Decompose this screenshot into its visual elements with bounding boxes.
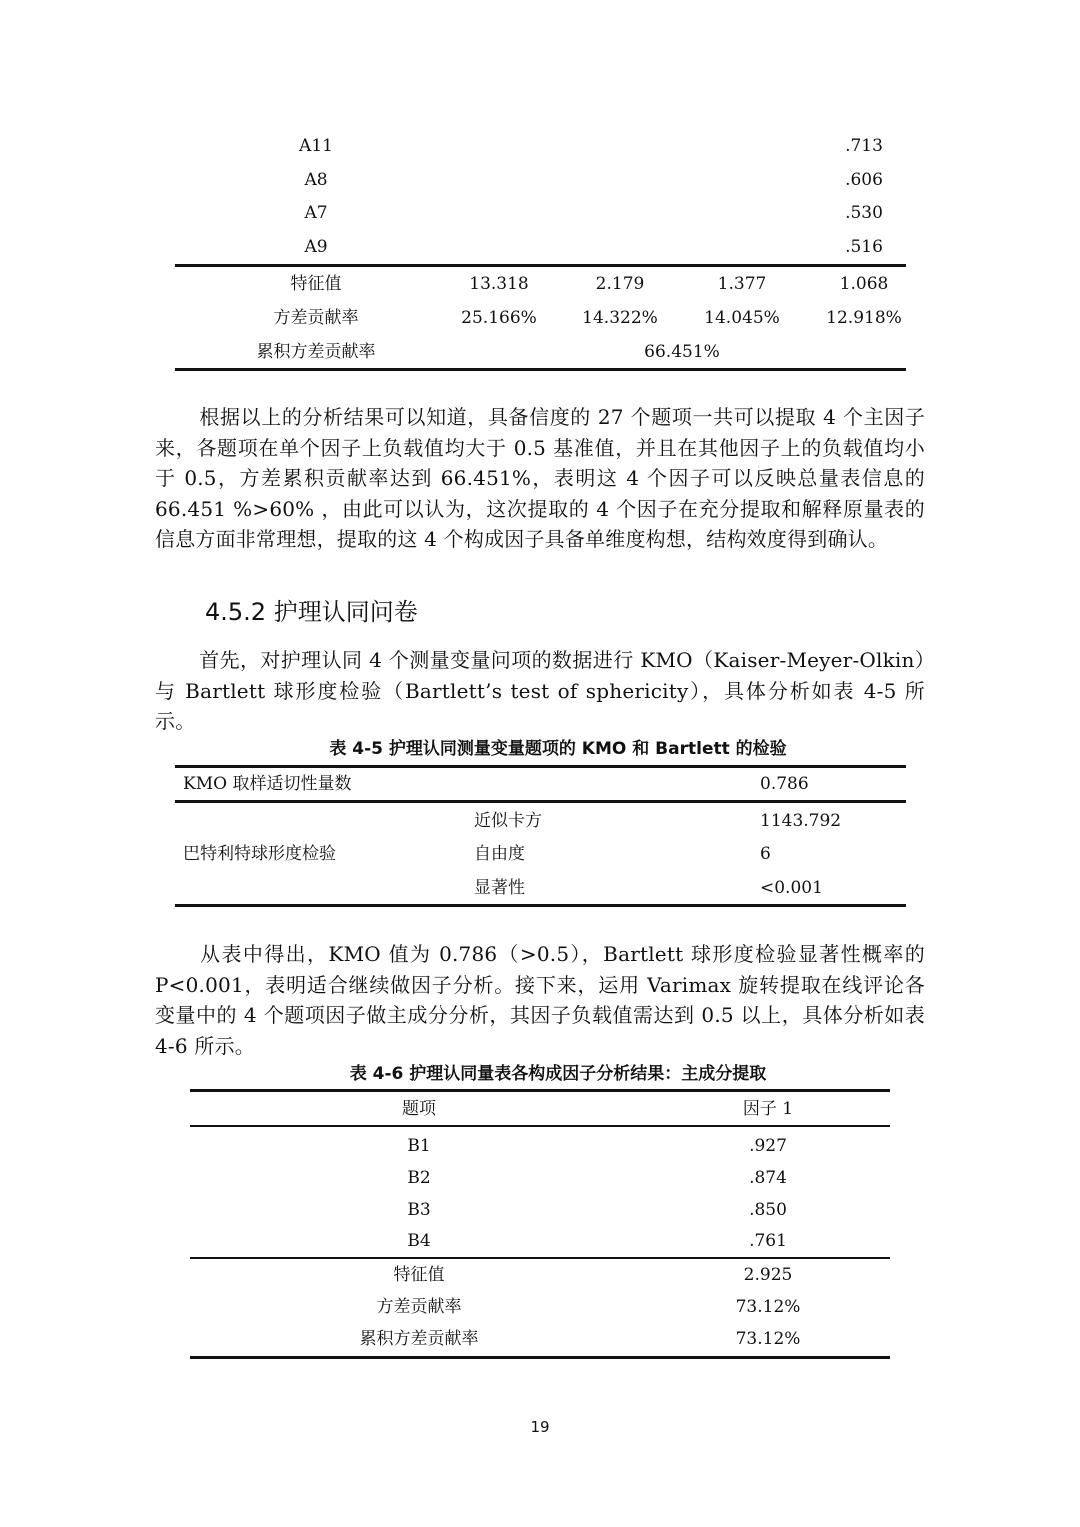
table-caption: 表 4-5 护理认同测量变量题项的 KMO 和 Bartlett 的检验 (329, 739, 787, 759)
table-bottom-rule (175, 368, 906, 371)
section-heading: 4.5.2 护理认同问卷 (205, 598, 418, 626)
table-row-label: B3 (407, 1200, 431, 1220)
column-header: 题项 (402, 1099, 436, 1119)
test-value: <0.001 (760, 878, 823, 898)
paragraph-text: 根据以上的分析结果可以知道，具备信度的 27 个题项一共可以提取 4 个主因子来，各题项在单个因子上负载值均大于 0.5 基准值，并且在其他因子上的负载值均小于 0.5，方差累积贡献率达到 66.451%，表明这 4 个因子可以反映总量表信息的 66.451 %>60% ，由此可以认为，这次提取的 4 个因子在充分提取和解释原量表的信息方面非常理想，提取的这 4 个构成因子具备单维度构想，结构效度得到确认。 (155, 405, 925, 551)
summary-label: 特征值 (393, 1265, 445, 1285)
summary-value: 73.12% (735, 1329, 801, 1349)
test-label: 近似卡方 (474, 811, 542, 831)
table-row-value: .874 (749, 1168, 787, 1188)
table-caption: 表 4-6 护理认同量表各构成因子分析结果：主成分提取 (349, 1064, 767, 1084)
test-value: 6 (760, 844, 771, 864)
summary-value: 14.045% (704, 308, 780, 328)
table-row-label: B2 (407, 1168, 431, 1188)
table-divider (190, 1257, 890, 1259)
table-top-rule (175, 765, 906, 768)
table-row-value: .516 (845, 237, 883, 257)
summary-value: 73.12% (735, 1297, 801, 1317)
bartlett-label: 巴特利特球形度检验 (183, 844, 336, 864)
table-divider (175, 264, 906, 267)
test-label: 自由度 (474, 844, 525, 864)
summary-label: 累积方差贡献率 (359, 1329, 479, 1349)
summary-value: 2.925 (743, 1265, 793, 1285)
table-row-value: .927 (749, 1136, 787, 1156)
summary-value: 1.068 (839, 274, 889, 294)
table-row-label: B1 (407, 1136, 431, 1156)
summary-value: 1.377 (717, 274, 767, 294)
summary-label: 方差贡献率 (376, 1297, 462, 1317)
summary-value: 13.318 (469, 274, 529, 294)
summary-value: 2.179 (595, 274, 645, 294)
table-top-rule (190, 1089, 890, 1092)
table-bottom-rule (175, 904, 906, 907)
summary-label: 特征值 (290, 274, 342, 294)
column-header: 因子 1 (742, 1099, 794, 1119)
body-paragraph (155, 939, 925, 1061)
kmo-label: KMO 取样适切性量数 (183, 774, 352, 794)
body-paragraph (155, 402, 925, 555)
table-row-label: A8 (304, 170, 328, 190)
table-divider (175, 800, 906, 803)
page-number: 19 (530, 1418, 550, 1436)
table-row-value: .530 (845, 203, 883, 223)
summary-value: 14.322% (582, 308, 658, 328)
paragraph-text: 从表中得出，KMO 值为 0.786（>0.5），Bartlett 球形度检验显著性概率的 P<0.001，表明适合继续做因子分析。接下来，运用 Varimax 旋转提取在线评论各变量中的 4 个题项因子做主成分分析，其因子负载值需达到 0.5 以上，具体分析如表 4-6 所示。 (155, 942, 925, 1058)
cumulative-value: 66.451% (644, 342, 720, 362)
table-row-label: A11 (299, 136, 333, 156)
summary-value: 12.918% (826, 308, 902, 328)
summary-label: 方差贡献率 (273, 308, 359, 328)
table-row-value: .850 (749, 1200, 787, 1220)
paragraph-text: 首先，对护理认同 4 个测量变量问项的数据进行 KMO（Kaiser-Meyer-Olkin）与 Bartlett 球形度检验（Bartlett’s test of sphericity），具体分析如表 4-5 所示。 (155, 648, 925, 733)
test-label: 显著性 (474, 878, 525, 898)
table-row-value: .713 (845, 136, 883, 156)
header-rule (190, 1125, 890, 1127)
test-value: 1143.792 (760, 811, 842, 831)
summary-value: 25.166% (461, 308, 537, 328)
table-row-label: A9 (304, 237, 328, 257)
cumulative-label: 累积方差贡献率 (256, 342, 376, 362)
table-row-value: .761 (749, 1231, 787, 1251)
table-row-label: B4 (407, 1231, 431, 1251)
table-row-label: A7 (304, 203, 328, 223)
body-paragraph (155, 645, 925, 737)
table-bottom-rule (190, 1356, 890, 1359)
table-row-value: .606 (845, 170, 883, 190)
kmo-value: 0.786 (760, 774, 809, 794)
